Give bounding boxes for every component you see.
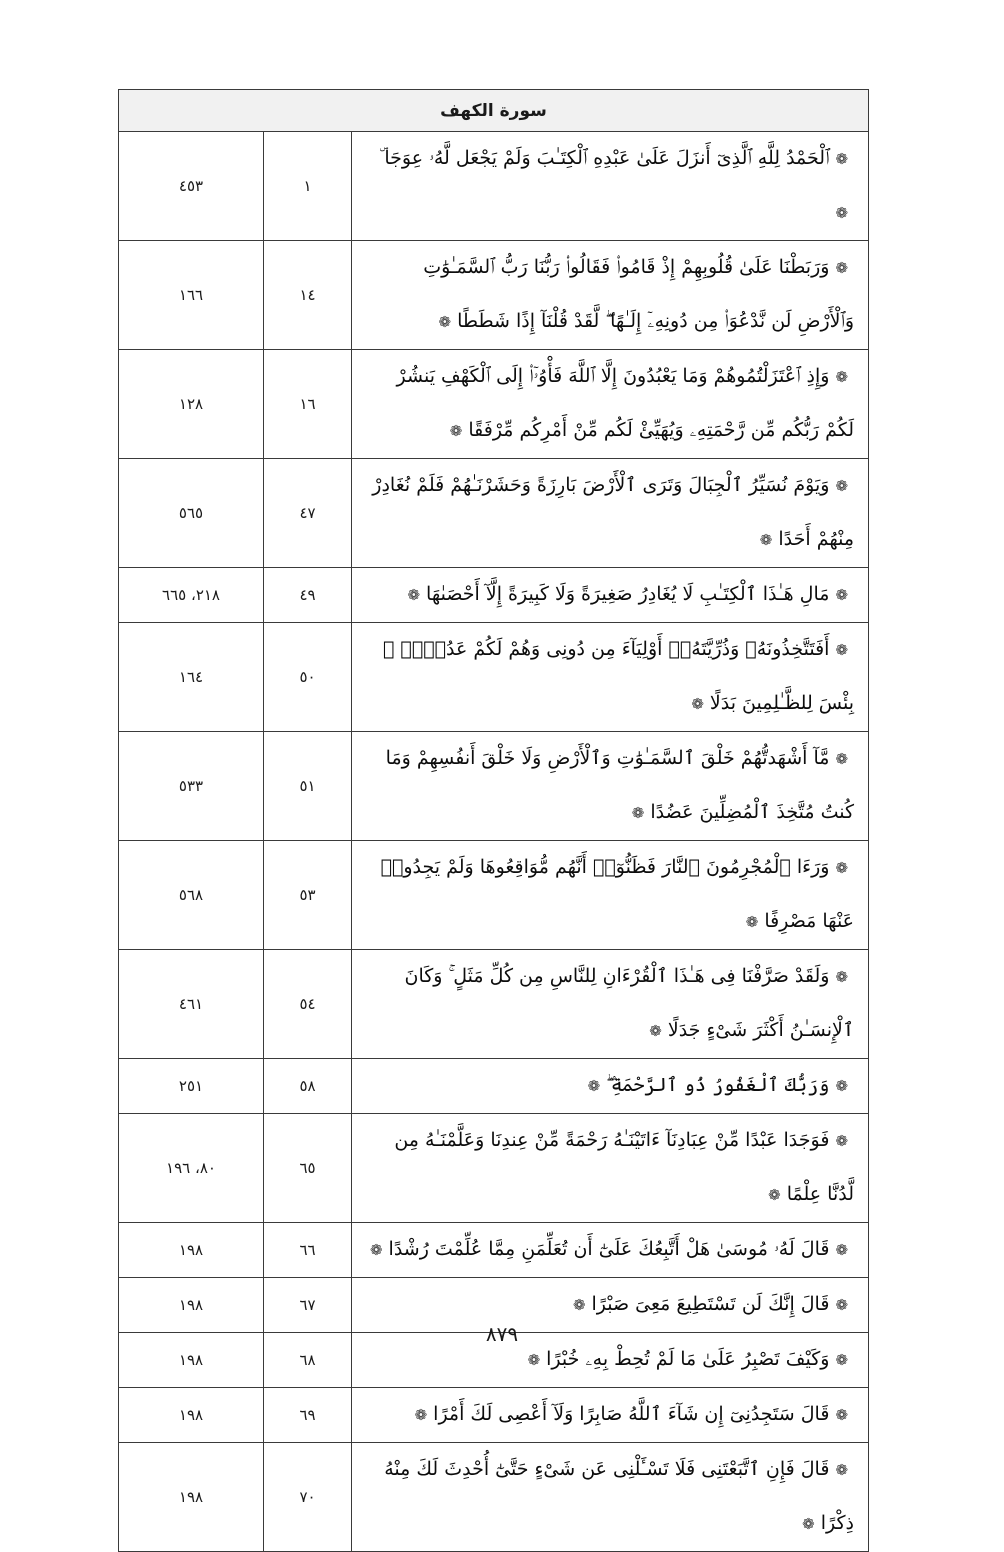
verse-text-cell — [352, 1059, 869, 1114]
verse-open-ornament-icon: ❁ — [835, 1461, 849, 1479]
verse-text-cell — [352, 1114, 869, 1223]
verse-open-ornament-icon: ❁ — [835, 859, 849, 877]
page-reference-cell: ٥٣٣ — [119, 732, 264, 841]
verse-text: قَالَ إِنَّكَ لَن تَسْتَطِيعَ مَعِىَ صَبْرًا — [591, 1293, 830, 1315]
verse-text-cell — [352, 623, 869, 732]
verse-open-ornament-icon: ❁ — [835, 150, 849, 168]
surah-title: سورة الكهف — [119, 90, 869, 132]
verse-text-cell — [352, 1223, 869, 1278]
verse-text: قَالَ فَإِنِ ٱتَّبَعْتَنِى فَلَا تَسْـَٔلْنِى عَن شَىْءٍ حَتَّىٰٓ أُحْدِثَ لَكَ مِنْهُ ذِكْرًا — [384, 1458, 855, 1534]
page-reference-cell: ٤٥٣ — [119, 132, 264, 241]
verse-text-cell — [352, 1388, 869, 1443]
table-row — [119, 841, 869, 950]
page-reference-cell: ١٢٨ — [119, 350, 264, 459]
page-reference-cell: ١٩٨ — [119, 1223, 264, 1278]
verse-number-cell: ٦٥ — [264, 1114, 352, 1223]
table-row — [119, 732, 869, 841]
verse-text: مَّآ أَشْهَدتُّهُمْ خَلْقَ ٱلسَّمَـٰوَٰتِ وَٱلْأَرْضِ وَلَا خَلْقَ أَنفُسِهِمْ وَمَا كُنتُ مُتَّخِذَ ٱلْمُضِلِّينَ عَضُدًا — [385, 747, 855, 823]
table-row — [119, 1223, 869, 1278]
verse-open-ornament-icon: ❁ — [835, 1077, 849, 1095]
verse-number-cell: ٥٠ — [264, 623, 352, 732]
verse-text: ٱلْحَمْدُ لِلَّهِ ٱلَّذِىٓ أَنزَلَ عَلَىٰ عَبْدِهِ ٱلْكِتَـٰبَ وَلَمْ يَجْعَل لَّهُۥ عِوَجَا ۜ — [379, 147, 830, 169]
page-number: ٨٧٩ — [485, 1322, 519, 1346]
table-row — [119, 132, 869, 241]
verse-text: وَرَبُّكَ ٱلْغَفُورُ ذُو ٱلرَّحْمَةِ ۖ — [606, 1074, 830, 1096]
verse-close-ornament-icon: ❁ — [768, 1186, 781, 1204]
page-reference-cell: ١٩٨ — [119, 1443, 264, 1552]
page-reference-cell: ٨٠، ١٩٦ — [119, 1114, 264, 1223]
verse-open-ornament-icon: ❁ — [835, 1406, 849, 1424]
verse-open-ornament-icon: ❁ — [835, 750, 849, 768]
verse-text-cell — [352, 132, 869, 241]
verse-close-ornament-icon: ❁ — [835, 204, 849, 222]
verse-text: وَإِذِ ٱعْتَزَلْتُمُوهُمْ وَمَا يَعْبُدُونَ إِلَّا ٱللَّهَ فَأْوُۥٓا۟ إِلَى ٱلْكَهْفِ يَنشُرْ لَكُمْ رَبُّكُم مِّن رَّحْمَتِهِۦ وَيُهَيِّئْ لَكُم مِّنْ أَمْرِكُم مِّرْفَقًا — [396, 365, 855, 441]
verse-text: وَكَيْفَ تَصْبِرُ عَلَىٰ مَا لَمْ تُحِطْ بِهِۦ خُبْرًا — [546, 1348, 830, 1370]
verse-number-cell: ٦٨ — [264, 1333, 352, 1388]
verse-open-ornament-icon: ❁ — [835, 477, 849, 495]
verse-close-ornament-icon: ❁ — [438, 313, 452, 331]
verse-text: مَالِ هَـٰذَا ٱلْكِتَـٰبِ لَا يُغَادِرُ صَغِيرَةً وَلَا كَبِيرَةً إِلَّآ أَحْصَىٰهَا — [426, 583, 830, 605]
page-reference-cell: ١٦٤ — [119, 623, 264, 732]
verse-text-cell — [352, 568, 869, 623]
table-row — [119, 1443, 869, 1552]
verse-text-cell — [352, 950, 869, 1059]
verse-text-cell — [352, 1443, 869, 1552]
verse-open-ornament-icon: ❁ — [835, 259, 849, 277]
page-reference-cell: ٤٦١ — [119, 950, 264, 1059]
verse-close-ornament-icon: ❁ — [414, 1406, 428, 1424]
verse-close-ornament-icon: ❁ — [407, 586, 421, 604]
verse-close-ornament-icon: ❁ — [449, 422, 463, 440]
verse-number-cell: ١٤ — [264, 241, 352, 350]
verse-close-ornament-icon: ❁ — [631, 804, 645, 822]
verse-number-cell: ٥٤ — [264, 950, 352, 1059]
verse-open-ornament-icon: ❁ — [835, 1296, 849, 1314]
table-row — [119, 568, 869, 623]
verse-number-cell: ٥٨ — [264, 1059, 352, 1114]
table-row — [119, 623, 869, 732]
page-reference-cell: ٢٥١ — [119, 1059, 264, 1114]
verse-close-ornament-icon: ❁ — [691, 695, 704, 713]
verse-number-cell: ٧٠ — [264, 1443, 352, 1552]
verse-text: أَفَتَتَّخِذُونَهُۥ وَذُرِّيَّتَهُۥٓ أَوْلِيَآءَ مِن دُونِى وَهُمْ لَكُمْ عَدُوٌّۢ ۚ بِئْسَ لِلظَّـٰلِمِينَ بَدَلًا — [382, 638, 855, 714]
verse-text: وَرَبَطْنَا عَلَىٰ قُلُوبِهِمْ إِذْ قَامُوا۟ فَقَالُوا۟ رَبُّنَا رَبُّ ٱلسَّمَـٰوَٰتِ وَٱلْأَرْضِ لَن نَّدْعُوَا۟ مِن دُونِهِۦٓ إِلَـٰهًا ۖ لَّقَدْ قُلْنَآ إِذًا شَطَطًا — [423, 256, 855, 332]
page-reference-cell: ٥٦٨ — [119, 841, 264, 950]
verse-text-cell — [352, 732, 869, 841]
verse-close-ornament-icon: ❁ — [802, 1515, 815, 1533]
page-reference-cell: ١٩٨ — [119, 1278, 264, 1333]
verse-close-ornament-icon: ❁ — [369, 1241, 383, 1259]
verse-open-ornament-icon: ❁ — [835, 368, 849, 386]
verse-open-ornament-icon: ❁ — [835, 1132, 849, 1150]
verse-close-ornament-icon: ❁ — [649, 1022, 662, 1040]
verse-number-cell: ٦٧ — [264, 1278, 352, 1333]
verse-text-cell — [352, 350, 869, 459]
verse-number-cell: ٥٣ — [264, 841, 352, 950]
table-row — [119, 350, 869, 459]
table-row — [119, 459, 869, 568]
table-row — [119, 950, 869, 1059]
verse-close-ornament-icon: ❁ — [759, 531, 773, 549]
verse-number-cell: ١٦ — [264, 350, 352, 459]
verse-text-cell — [352, 241, 869, 350]
verse-number-cell: ١ — [264, 132, 352, 241]
verse-text: وَرَءَا ٱلْمُجْرِمُونَ ٱلنَّارَ فَظَنُّوٓا۟ أَنَّهُم مُّوَاقِعُوهَا وَلَمْ يَجِدُوا۟ عَنْهَا مَصْرِفًا — [380, 856, 855, 932]
verse-text: وَيَوْمَ نُسَيِّرُ ٱلْجِبَالَ وَتَرَى ٱلْأَرْضَ بَارِزَةً وَحَشَرْنَـٰهُمْ فَلَمْ نُغَادِرْ مِنْهُمْ أَحَدًا — [372, 474, 855, 550]
verse-text: فَوَجَدَا عَبْدًا مِّنْ عِبَادِنَآ ءَاتَيْنَـٰهُ رَحْمَةً مِّنْ عِندِنَا وَعَلَّمْنَـٰهُ مِن لَّدُنَّا عِلْمًا — [394, 1129, 855, 1205]
verse-close-ornament-icon: ❁ — [745, 913, 759, 931]
verse-number-cell: ٤٩ — [264, 568, 352, 623]
verse-close-ornament-icon: ❁ — [572, 1296, 586, 1314]
table-row — [119, 241, 869, 350]
verse-close-ornament-icon: ❁ — [527, 1351, 541, 1369]
verse-open-ornament-icon: ❁ — [835, 1241, 849, 1259]
table-row — [119, 1114, 869, 1223]
verse-text-cell — [352, 459, 869, 568]
verse-text: قَالَ لَهُۥ مُوسَىٰ هَلْ أَتَّبِعُكَ عَلَىٰٓ أَن تُعَلِّمَنِ مِمَّا عُلِّمْتَ رُشْدًا — [388, 1238, 830, 1260]
page-reference-cell: ١٩٨ — [119, 1333, 264, 1388]
verse-open-ornament-icon: ❁ — [835, 1351, 849, 1369]
page-reference-cell: ٢١٨، ٦٦٥ — [119, 568, 264, 623]
verse-text: وَلَقَدْ صَرَّفْنَا فِى هَـٰذَا ٱلْقُرْءَانِ لِلنَّاسِ مِن كُلِّ مَثَلٍ ۚ وَكَانَ ٱلْإِنسَـٰنُ أَكْثَرَ شَىْءٍ جَدَلًا — [404, 965, 855, 1041]
verse-number-cell: ٦٩ — [264, 1388, 352, 1443]
verse-open-ornament-icon: ❁ — [835, 586, 849, 604]
verse-number-cell: ٦٦ — [264, 1223, 352, 1278]
page-reference-cell: ١٩٨ — [119, 1388, 264, 1443]
table-row — [119, 1059, 869, 1114]
verse-close-ornament-icon: ❁ — [587, 1077, 601, 1095]
verse-open-ornament-icon: ❁ — [835, 641, 849, 659]
page-reference-cell: ٥٦٥ — [119, 459, 264, 568]
verse-text: قَالَ سَتَجِدُنِىٓ إِن شَآءَ ٱللَّهُ صَابِرًا وَلَآ أَعْصِى لَكَ أَمْرًا — [433, 1403, 830, 1425]
verse-text-cell — [352, 841, 869, 950]
page-reference-cell: ١٦٦ — [119, 241, 264, 350]
verse-number-cell: ٤٧ — [264, 459, 352, 568]
verse-number-cell: ٥١ — [264, 732, 352, 841]
table-row — [119, 1388, 869, 1443]
verse-open-ornament-icon: ❁ — [835, 968, 849, 986]
